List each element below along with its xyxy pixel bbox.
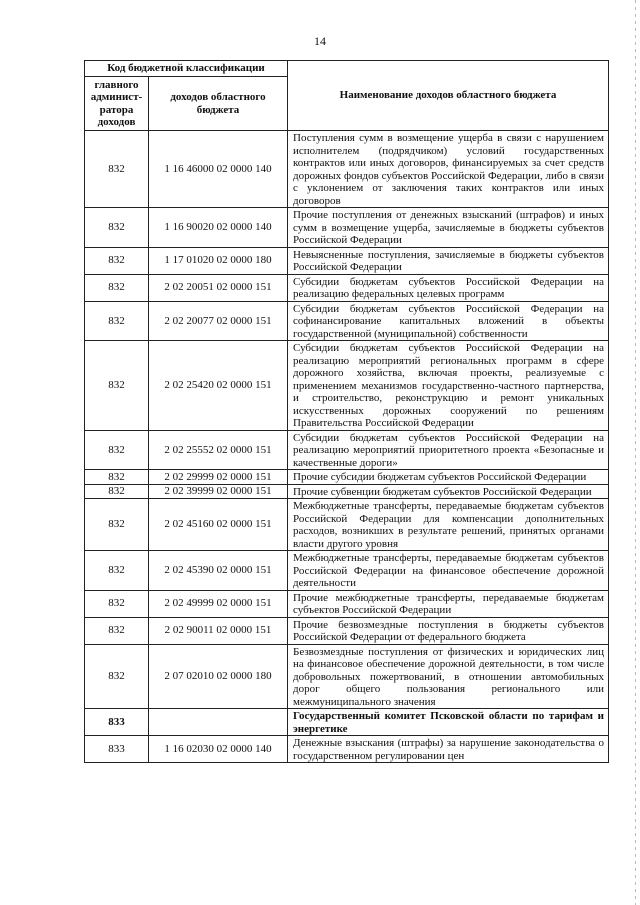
- income-name-header: Наименование доходов областного бюджета: [288, 61, 609, 131]
- table-row: [85, 430, 609, 470]
- income-code-cell: 2 02 29999 02 0000 151: [149, 470, 288, 485]
- income-code-cell: [149, 709, 288, 736]
- income-name-cell: Субсидии бюджетам субъектов Российской Федерации на реализацию мероприятий приоритетного проекта «Безопасные и качественные дороги»: [288, 430, 609, 470]
- chief-administrator-header: главного админист-ратора доходов: [85, 77, 149, 131]
- table-row: [85, 131, 609, 208]
- admin-code-cell: 832: [85, 499, 149, 551]
- scan-edge-line: [635, 0, 636, 905]
- table-row: [85, 551, 609, 591]
- table-row: [85, 470, 609, 485]
- income-name-cell: Денежные взыскания (штрафы) за нарушение законодательства о государственном регулировании цен: [288, 736, 609, 763]
- admin-code-cell: 832: [85, 551, 149, 591]
- income-name-cell: Субсидии бюджетам субъектов Российской Федерации на реализацию мероприятий региональных программ в сфере дорожного хозяйства, включая проекты, реализуемые с применением механизмов государственно-частного партнерства, и строительство, реконструкцию и ремонт уникальных искусственных дорожных сооружений по решениям Правительства Российской Федерации: [288, 341, 609, 431]
- table-row: [85, 590, 609, 617]
- income-code-cell: 2 07 02010 02 0000 180: [149, 644, 288, 709]
- income-name-cell: Прочие субвенции бюджетам субъектов Российской Федерации: [288, 484, 609, 499]
- admin-code-cell: 833: [85, 736, 149, 763]
- admin-code-cell: 832: [85, 470, 149, 485]
- admin-code-cell: 832: [85, 644, 149, 709]
- income-code-cell: 2 02 25420 02 0000 151: [149, 341, 288, 431]
- income-code-cell: 2 02 39999 02 0000 151: [149, 484, 288, 499]
- admin-code-cell: 832: [85, 590, 149, 617]
- income-code-cell: 2 02 20051 02 0000 151: [149, 274, 288, 301]
- budget-classification-code-header: Код бюджетной классификации: [85, 61, 288, 77]
- income-name-cell: Межбюджетные трансферты, передаваемые бюджетам субъектов Российской Федерации для компенсации дополнительных расходов, возникших в результате решений, принятых органами власти другого уровня: [288, 499, 609, 551]
- admin-code-cell: 832: [85, 341, 149, 431]
- income-name-cell: Прочие безвозмездные поступления в бюджеты субъектов Российской Федерации от федерального бюджета: [288, 617, 609, 644]
- income-code-cell: 1 17 01020 02 0000 180: [149, 247, 288, 274]
- income-name-cell: Субсидии бюджетам субъектов Российской Федерации на софинансирование капитальных вложений в объекты государственной (муниципальной) собственности: [288, 301, 609, 341]
- table-row: [85, 499, 609, 551]
- income-code-cell: 2 02 20077 02 0000 151: [149, 301, 288, 341]
- table-row: [85, 341, 609, 431]
- income-code-cell: 2 02 25552 02 0000 151: [149, 430, 288, 470]
- admin-code-cell: 832: [85, 617, 149, 644]
- regional-budget-income-header: доходов областного бюджета: [149, 77, 288, 131]
- income-code-cell: 2 02 45160 02 0000 151: [149, 499, 288, 551]
- income-name-cell: Межбюджетные трансферты, передаваемые бюджетам субъектов Российской Федерации на финансовое обеспечение дорожной деятельности: [288, 551, 609, 591]
- income-name-cell: Субсидии бюджетам субъектов Российской Федерации на реализацию федеральных целевых программ: [288, 274, 609, 301]
- table-row: [85, 736, 609, 763]
- admin-code-cell: 832: [85, 430, 149, 470]
- income-name-cell: Прочие поступления от денежных взысканий (штрафов) и иных сумм в возмещение ущерба, зачисляемые в бюджеты субъектов Российской Федерации: [288, 208, 609, 248]
- income-name-cell: Государственный комитет Псковской области по тарифам и энергетике: [288, 709, 609, 736]
- table-row: [85, 274, 609, 301]
- admin-code-cell: 832: [85, 274, 149, 301]
- admin-code-cell: 832: [85, 247, 149, 274]
- table-row: [85, 247, 609, 274]
- income-classification-table: [84, 60, 608, 763]
- admin-code-cell: 833: [85, 709, 149, 736]
- income-name-cell: Невыясненные поступления, зачисляемые в бюджеты субъектов Российской Федерации: [288, 247, 609, 274]
- income-code-cell: 2 02 45390 02 0000 151: [149, 551, 288, 591]
- table-row: [85, 208, 609, 248]
- income-name-cell: Прочие межбюджетные трансферты, передаваемые бюджетам субъектов Российской Федерации: [288, 590, 609, 617]
- income-code-cell: 2 02 90011 02 0000 151: [149, 617, 288, 644]
- admin-code-cell: 832: [85, 208, 149, 248]
- table-row: [85, 484, 609, 499]
- table-row: [85, 644, 609, 709]
- income-name-cell: Поступления сумм в возмещение ущерба в связи с нарушением исполнителем (подрядчиком) условий государственных контрактов или иных договоров, финансируемых за счет средств дорожных фондов субъектов Российской Федерации, либо в связи с уклонением от заключения таких контрактов или иных договоров: [288, 131, 609, 208]
- income-code-cell: 1 16 46000 02 0000 140: [149, 131, 288, 208]
- income-code-cell: 1 16 02030 02 0000 140: [149, 736, 288, 763]
- admin-code-cell: 832: [85, 131, 149, 208]
- income-code-cell: 2 02 49999 02 0000 151: [149, 590, 288, 617]
- income-name-cell: Безвозмездные поступления от физических и юридических лиц на финансовое обеспечение дорожной деятельности, в том числе добровольных пожертвований, в отношении автомобильных дорог общего пользования регионального или межмуниципального значения: [288, 644, 609, 709]
- income-code-cell: 1 16 90020 02 0000 140: [149, 208, 288, 248]
- page-number: 14: [314, 34, 326, 48]
- table-row: [85, 709, 609, 736]
- table-row: [85, 617, 609, 644]
- income-name-cell: Прочие субсидии бюджетам субъектов Российской Федерации: [288, 470, 609, 485]
- table-row: [85, 301, 609, 341]
- admin-code-cell: 832: [85, 301, 149, 341]
- admin-code-cell: 832: [85, 484, 149, 499]
